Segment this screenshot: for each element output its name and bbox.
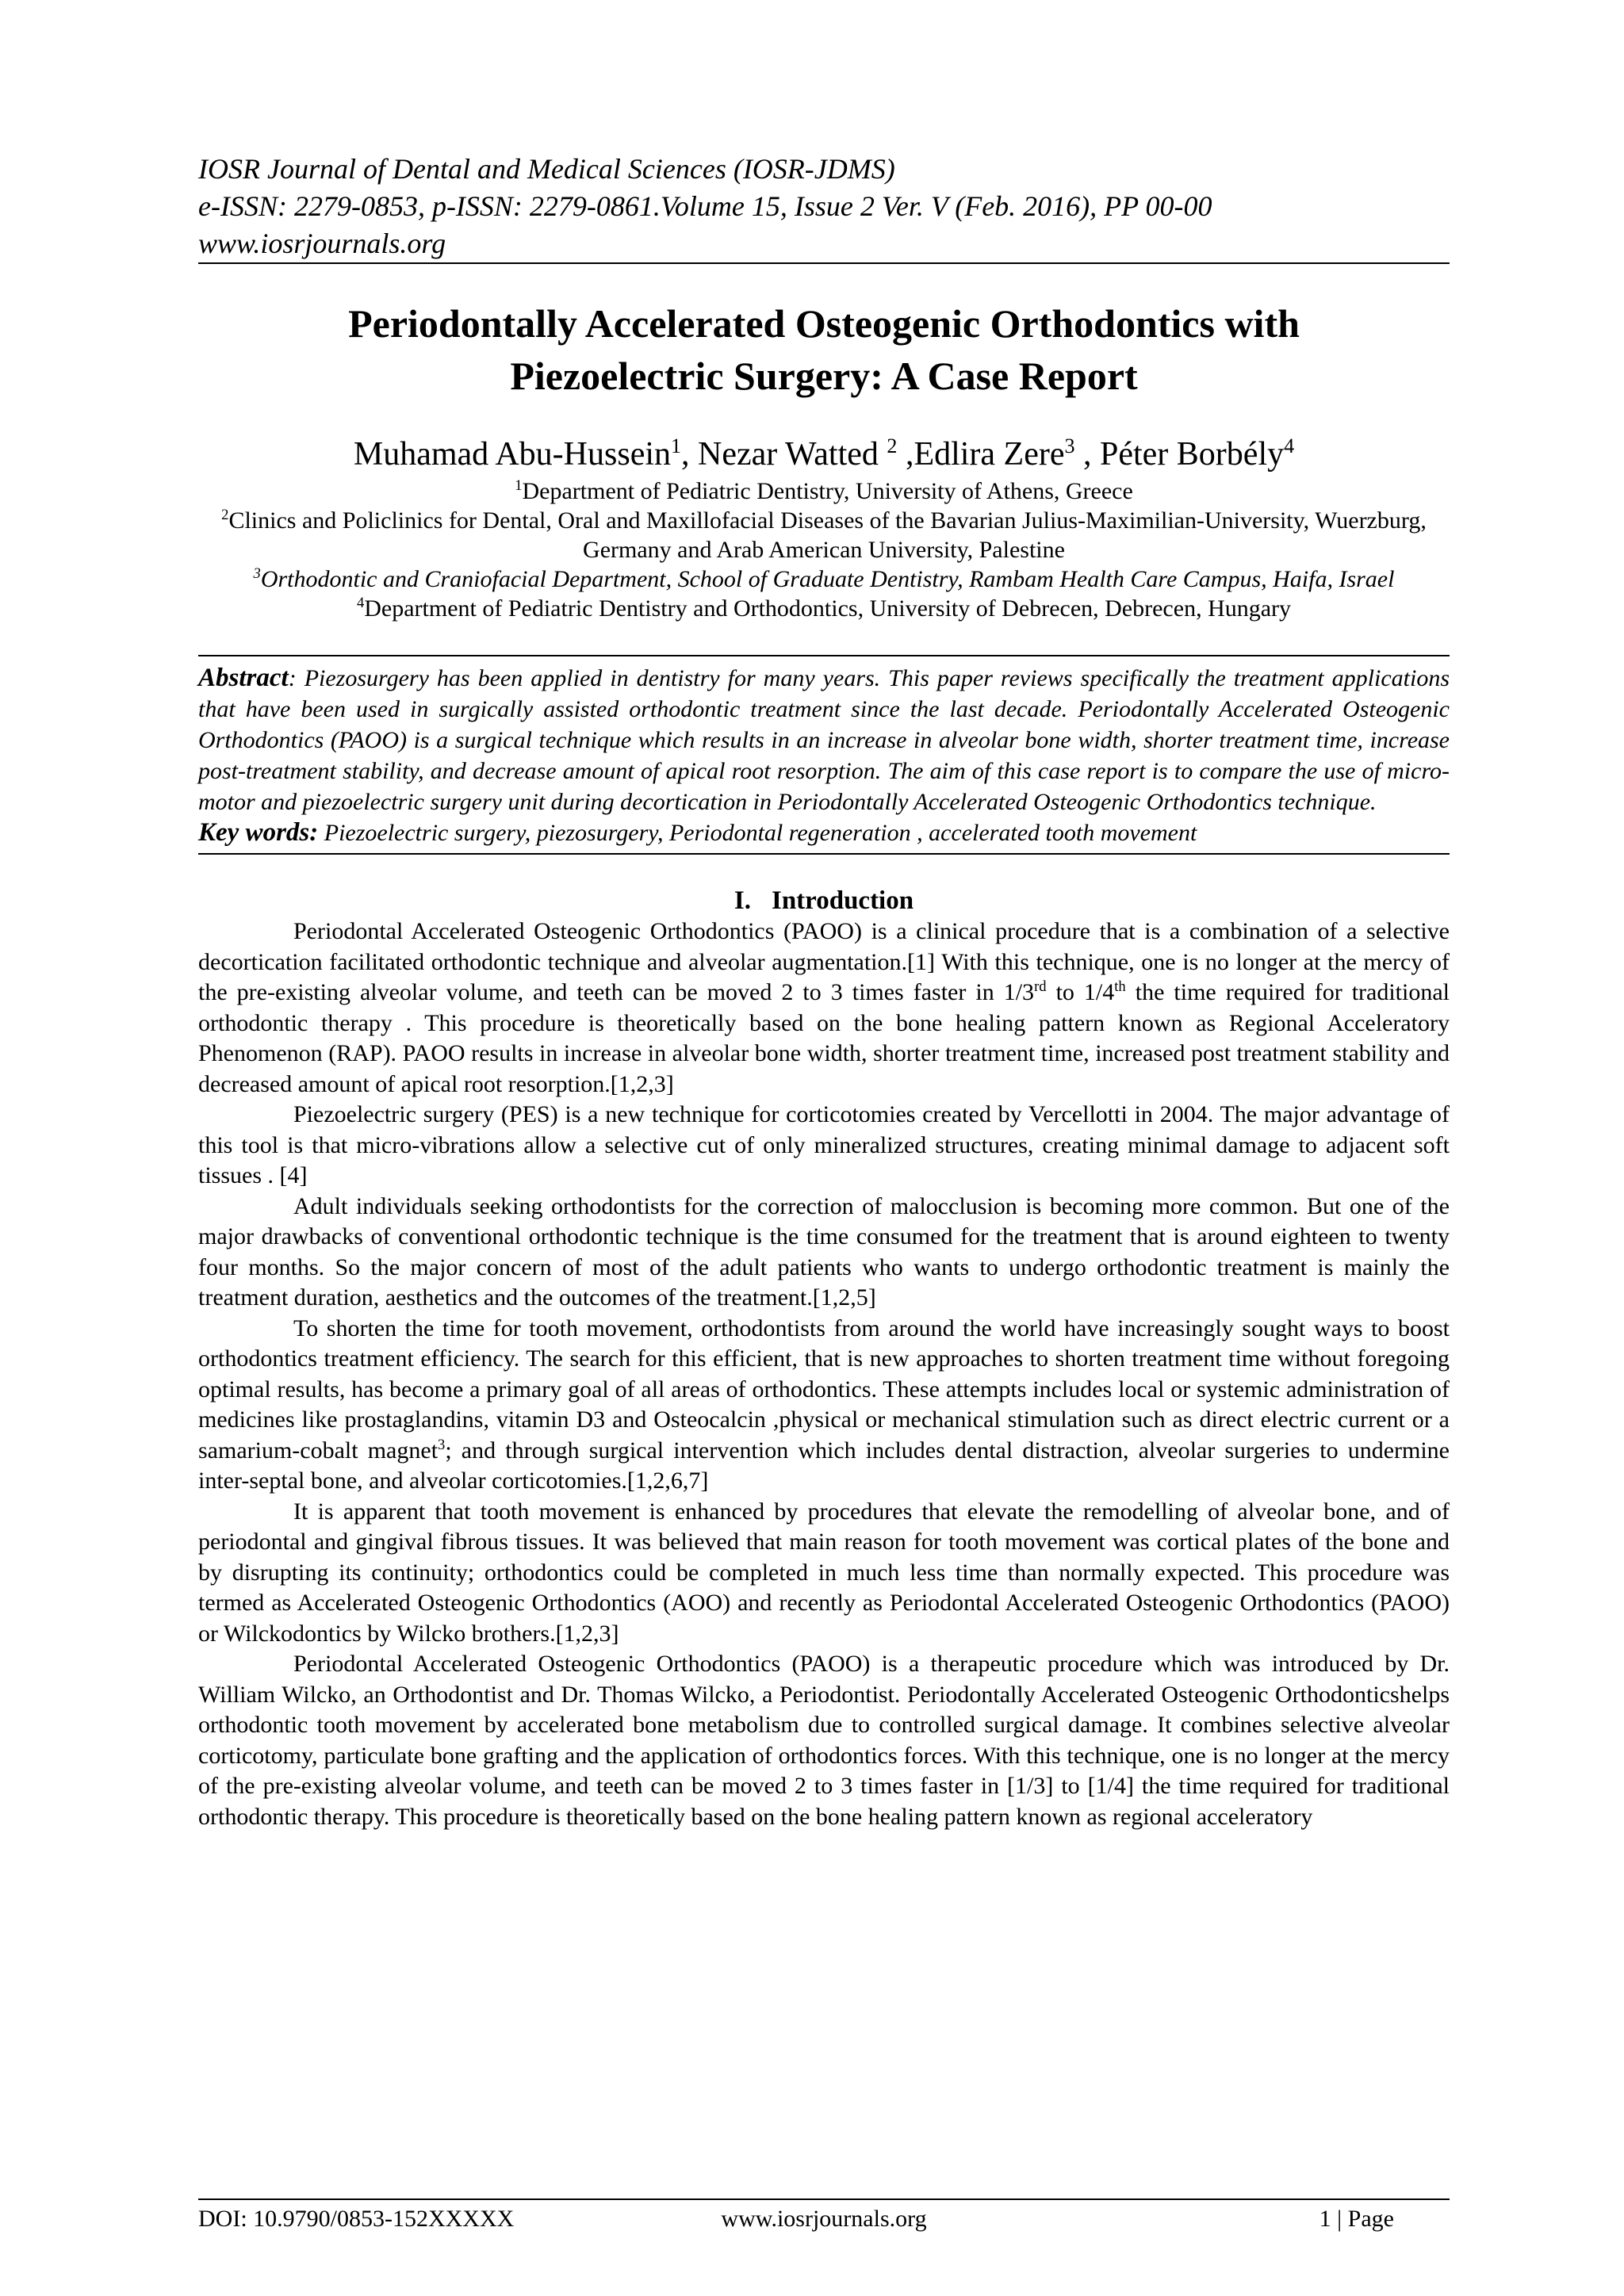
footer-doi: DOI: 10.9790/0853-152XXXXX (198, 2206, 515, 2232)
affiliation-mark: 2 (221, 507, 229, 523)
abstract (198, 656, 1450, 817)
author-name: Muhamad Abu-Hussein (353, 436, 672, 473)
author-affiliation-mark: 3 (1064, 434, 1075, 457)
paragraph: It is apparent that tooth movement is enhanced by procedures that elevate the remodelling of alveolar bone, and of periodontal and gingival fibrous tissues. It was believed that main reason for tooth movement was cortical plates of the bone and by disrupting its continuity; orthodontics could be completed in much less time than normally expected. This procedure was termed as Accelerated Osteogenic Orthodontics (AOO) and recently as Periodontal Accelerated Osteogenic Orthodontics (PAOO) or Wilckodontics by Wilcko brothers.[1,2,3] (198, 1498, 1450, 1647)
journal-website: www.iosrjournals.org (198, 228, 446, 259)
paragraph-text: To shorten the time for tooth movement, orthodontists from around the world have increasingly sought ways to boost orthodontics treatment efficiency. The search for this efficient, that is new approaches to shorten treatment time without foregoing optimal results, has become a primary goal of all areas of orthodontics. These attempts includes local or systemic administration of medicines like prostaglandins, vitamin D3 and Osteocalcin ,physical or mechanical stimulation such as direct electric current or a samarium-cobalt magnet (198, 1314, 1450, 1464)
author-name: ,Edlira Zere (897, 436, 1065, 473)
abstract-text: : Piezosurgery has been applied in dentistry for many years. This paper reviews specifically the treatment applications that have been used in surgically assisted orthodontic treatment since the last decade. Periodontally Accelerated Osteogenic Orthodontics (PAOO) is a surgical technique which results in an increase in alveolar bone width, shorter treatment time, increase post-treatment stability, and decrease amount of apical root resorption. The aim of this case report is to compare the use of micro-motor and piezoelectric surgery unit during decortication in Periodontally Accelerated Osteogenic Orthodontics technique. (198, 665, 1450, 815)
paper-title (198, 297, 1450, 402)
paragraph-text: the time required for traditional orthodontic therapy . This procedure is theoretically based on the bone healing pattern known as Regional Acceleratory Phenomenon (RAP). PAOO results in increase in alveolar bone width, shorter treatment time, increased post treatment stability and decreased amount of apical root resorption.[1,2,3] (198, 979, 1450, 1097)
paragraph (198, 916, 1450, 1100)
paragraph-text: ; and through surgical intervention which includes dental distraction, alveolar surgeries to undermine inter-septal bone, and alveolar corticotomies.[1,2,6,7] (198, 1437, 1450, 1494)
page-content (198, 151, 1450, 1832)
footer-page-number: 1 | Page (1319, 2206, 1394, 2232)
affiliation (198, 594, 1450, 623)
affiliation (198, 476, 1450, 506)
body-text (198, 916, 1450, 1832)
abstract-label: Abstract (198, 664, 289, 692)
paragraph: Adult individuals seeking orthodontists for the correction of malocclusion is becoming more common. But one of the major drawbacks of conventional orthodontic technique is the time consumed for the treatment that is around eighteen to twenty four months. So the major concern of most of the adult patients who wants to undergo orthodontic treatment is mainly the treatment duration, aesthetics and the outcomes of the treatment.[1,2,5] (198, 1192, 1450, 1311)
footer-bar (198, 2200, 1450, 2235)
author-affiliation-mark: 1 (671, 434, 682, 457)
keywords (198, 817, 1450, 853)
footer-website: www.iosrjournals.org (721, 2206, 927, 2232)
author-list (198, 432, 1450, 476)
section-title: Introduction (771, 886, 914, 915)
author-affiliation-mark: 4 (1284, 434, 1295, 457)
abstract-bottom-divider (198, 853, 1450, 855)
citation-superscript: 3 (438, 1436, 446, 1453)
affiliation (198, 506, 1450, 564)
affiliation-text: Department of Pediatric Dentistry, University of Athens, Greece (522, 478, 1133, 504)
ordinal-suffix: rd (1034, 978, 1047, 995)
section-heading (198, 885, 1450, 916)
paragraph: Piezoelectric surgery (PES) is a new technique for corticotomies created by Vercellotti in 2004. The major advantage of this tool is that micro-vibrations allow a selective cut of only mineralized structures, creating minimal damage to adjacent soft tissues . [4] (198, 1101, 1450, 1188)
ordinal-suffix: th (1114, 978, 1126, 995)
journal-name: IOSR Journal of Dental and Medical Sciences (IOSR-JDMS) (198, 153, 895, 185)
paragraph-text: to 1/4 (1046, 979, 1115, 1005)
paragraph: Periodontal Accelerated Osteogenic Orthodontics (PAOO) is a therapeutic procedure which was introduced by Dr. William Wilcko, an Orthodontist and Dr. Thomas Wilcko, a Periodontist. Periodontally Accelerated Osteogenic Orthodonticshelps orthodontic tooth movement by accelerated bone metabolism due to controlled surgical damage. It combines selective alveolar corticotomy, particulate bone grafting and the application of orthodontics forces. With this technique, one is no longer at the mercy of the pre-existing alveolar volume, and teeth can be moved 2 to 3 times faster in [1/3] to [1/4] the time required for traditional orthodontic therapy. This procedure is theoretically based on the bone healing pattern known as regional acceleratory (198, 1651, 1450, 1830)
affiliation-text: Orthodontic and Craniofacial Department, School of Graduate Dentistry, Rambam Health Care Campus, Haifa, Israel (260, 566, 1395, 592)
page-footer (198, 2198, 1450, 2235)
author-name: , Nezar Watted (681, 436, 887, 473)
author-affiliation-mark: 2 (887, 434, 898, 457)
header-divider (198, 262, 1450, 264)
affiliation-mark: 1 (515, 477, 523, 494)
keywords-label: Key words: (198, 818, 319, 847)
affiliation-mark: 4 (356, 595, 365, 611)
paper-title-line-2: Piezoelectric Surgery: A Case Report (510, 354, 1138, 398)
journal-header (198, 151, 1450, 262)
journal-issn-volume: e-ISSN: 2279-0853, p-ISSN: 2279-0861.Volume 15, Issue 2 Ver. V (Feb. 2016), PP 00-00 (198, 190, 1212, 222)
affiliation-text: Clinics and Policlinics for Dental, Oral and Maxillofacial Diseases of the Bavarian Julius-Maximilian-University, Wuerzburg, Germany and Arab American University, Palestine (228, 507, 1427, 563)
abstract-block (198, 655, 1450, 855)
section-number: I. (733, 886, 751, 915)
affiliation (198, 564, 1450, 594)
paragraph-text: Periodontal Accelerated Osteogenic Orthodontics (PAOO) is a clinical procedure that is a combination of a selective decortication facilitated orthodontic technique and alveolar augmentation.[1] With this technique, one is no longer at the mercy of the pre-existing alveolar volume, and teeth can be moved 2 to 3 times faster in 1/3 (198, 918, 1450, 1005)
affiliation-mark: 3 (253, 565, 261, 582)
keywords-text: Piezoelectric surgery, piezosurgery, Periodontal regeneration , accelerated tooth movement (318, 820, 1197, 846)
paper-title-line-1: Periodontally Accelerated Osteogenic Orthodontics with (348, 301, 1300, 346)
affiliation-list (198, 476, 1450, 623)
paragraph (198, 1314, 1450, 1497)
affiliation-text: Department of Pediatric Dentistry and Orthodontics, University of Debrecen, Debrecen, Hungary (364, 595, 1292, 622)
author-name: , Péter Borbély (1074, 436, 1285, 473)
